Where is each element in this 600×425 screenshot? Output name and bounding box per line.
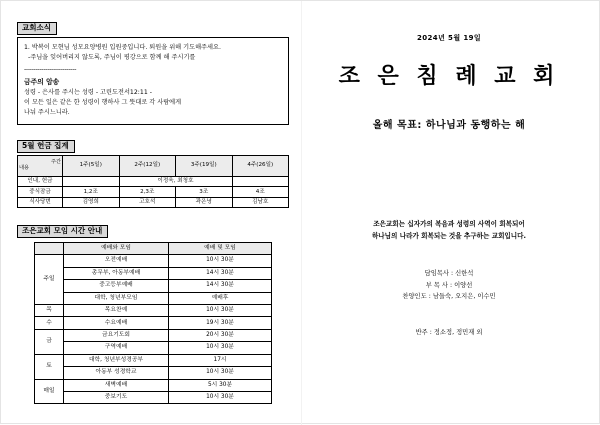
schedule-name: 오전예배	[64, 255, 169, 267]
offering-cell: 4조	[232, 187, 289, 197]
table-row	[35, 317, 272, 329]
schedule-time: 19시 30분	[169, 317, 272, 329]
schedule-time: 5시 30분	[169, 379, 272, 391]
notice-section-title: 교회소식	[17, 22, 57, 35]
offering-col-header: 1주(5일)	[63, 155, 120, 176]
offering-corner-top: 주간	[50, 158, 61, 165]
schedule-name: 아동부 성경학교	[64, 367, 169, 379]
offering-col-header: 4주(26일)	[232, 155, 289, 176]
verse-line: 나눠 주시느니라.	[24, 109, 70, 117]
table-row	[35, 342, 272, 354]
table-row	[18, 187, 289, 197]
staff-line: 찬양인도 : 남들숙, 오지은, 이수민	[402, 293, 496, 301]
schedule-name-header: 예배와 모임	[64, 242, 169, 254]
offering-table	[17, 155, 289, 208]
schedule-name: 새벽예배	[64, 379, 169, 391]
left-column	[17, 15, 289, 404]
verse-title: 금주의 암송	[24, 78, 60, 87]
schedule-time: 20시 30분	[169, 329, 272, 341]
mission-statement	[313, 219, 585, 242]
offering-cell: 이정욱, 최청호	[119, 176, 232, 186]
schedule-time: 10시 30분	[169, 342, 272, 354]
schedule-day: 토	[35, 354, 64, 379]
notice-box	[17, 37, 289, 125]
offering-corner-cell	[18, 155, 63, 176]
accompaniment-line: 반주 : 정소정, 정민재 외	[415, 328, 483, 336]
schedule-name: 총무부, 아동부예배	[64, 267, 169, 279]
offering-cell	[63, 176, 120, 186]
staff-line: 담임목사 : 신한석	[424, 270, 474, 278]
table-row	[35, 367, 272, 379]
table-row	[35, 305, 272, 317]
table-row	[18, 155, 289, 176]
yearly-goal: 올해 목표: 하나님과 동행하는 해	[372, 120, 526, 131]
offering-section-title: 5월 헌금 집계	[17, 140, 75, 153]
offering-cell: 김영희	[63, 197, 120, 207]
church-name-title: 조 은 침 례 교 회	[338, 64, 560, 89]
bulletin-date: 2024년 5월 19일	[416, 34, 482, 42]
schedule-day: 수	[35, 317, 64, 329]
schedule-name: 대학, 청년부모임	[64, 292, 169, 304]
offering-cell: 고호석	[119, 197, 176, 207]
mission-line: 하나님의 나라가 회복되는 것을 추구하는 교회입니다.	[371, 231, 527, 240]
meeting-schedule-table	[34, 242, 272, 404]
offering-cell: 곽은녕	[176, 197, 233, 207]
verse-line: 성령 - 은사를 주시는 성령 - 고린도전서12:11 -	[24, 89, 152, 97]
schedule-name: 중고등부예배	[64, 280, 169, 292]
table-row	[35, 329, 272, 341]
table-row	[35, 242, 272, 254]
offering-row-label: 인내, 헌금	[18, 176, 63, 186]
schedule-time: 예배후	[169, 292, 272, 304]
offering-col-header: 3주(19일)	[176, 155, 233, 176]
schedule-day: 매일	[35, 379, 64, 404]
page-fold-line	[301, 1, 302, 425]
table-row	[35, 391, 272, 403]
right-column	[313, 15, 585, 336]
schedule-name: 금요기도회	[64, 329, 169, 341]
schedule-time-header: 예배 및 모임	[169, 242, 272, 254]
offering-cell: 3조	[176, 187, 233, 197]
offering-corner-bottom: 내용	[19, 164, 30, 171]
schedule-day-header	[35, 242, 64, 254]
schedule-time: 10시 30분	[169, 255, 272, 267]
schedule-name: 대학, 청년부성경공부	[64, 354, 169, 366]
offering-cell: 2,3조	[119, 187, 176, 197]
schedule-day: 금	[35, 329, 64, 354]
notice-item: 1. 박복이 모현님 성모요양병원 입원중입니다. 퇴원을 위해 기도해주세요.	[24, 43, 221, 51]
table-row	[35, 354, 272, 366]
offering-cell: 1,2조	[63, 187, 120, 197]
offering-col-header: 2주(12일)	[119, 155, 176, 176]
staff-list	[313, 268, 585, 303]
mission-line: 조은교회는 십자가의 복음과 성령의 사역이 회복되어	[373, 220, 525, 228]
schedule-name: 수요예배	[64, 317, 169, 329]
verse-line: 이 모든 일은 같은 한 성령이 행하사 그 뜻대로 각 사람에게	[24, 99, 182, 107]
schedule-name: 목요찬예	[64, 305, 169, 317]
schedule-time: 14시 30분	[169, 280, 272, 292]
meeting-section-title: 조은교회 모임 시간 안내	[17, 225, 108, 238]
notice-sub-item: -주님을 잊어버리지 않도록, 주님이 평강으로 함께 해 주시기를	[28, 54, 196, 62]
schedule-day: 주일	[35, 255, 64, 305]
schedule-name: 중보기도	[64, 391, 169, 403]
schedule-time: 10시 30분	[169, 367, 272, 379]
schedule-time: 17시	[169, 354, 272, 366]
schedule-time: 10시 30분	[169, 305, 272, 317]
table-row	[35, 280, 272, 292]
notice-divider: ---------------------------	[24, 65, 77, 73]
schedule-time: 14시 30분	[169, 267, 272, 279]
table-row	[18, 176, 289, 186]
schedule-day: 목	[35, 305, 64, 317]
offering-cell	[232, 176, 289, 186]
table-row	[35, 379, 272, 391]
schedule-time: 10시 30분	[169, 391, 272, 403]
offering-cell: 김남호	[232, 197, 289, 207]
table-row	[35, 255, 272, 267]
offering-row-label: 식사당번	[18, 197, 63, 207]
staff-line: 부 목 사 : 이양선	[425, 281, 473, 289]
schedule-name: 구역예배	[64, 342, 169, 354]
table-row	[35, 292, 272, 304]
table-row	[18, 197, 289, 207]
offering-row-label: 중식잠금	[18, 187, 63, 197]
table-row	[35, 267, 272, 279]
